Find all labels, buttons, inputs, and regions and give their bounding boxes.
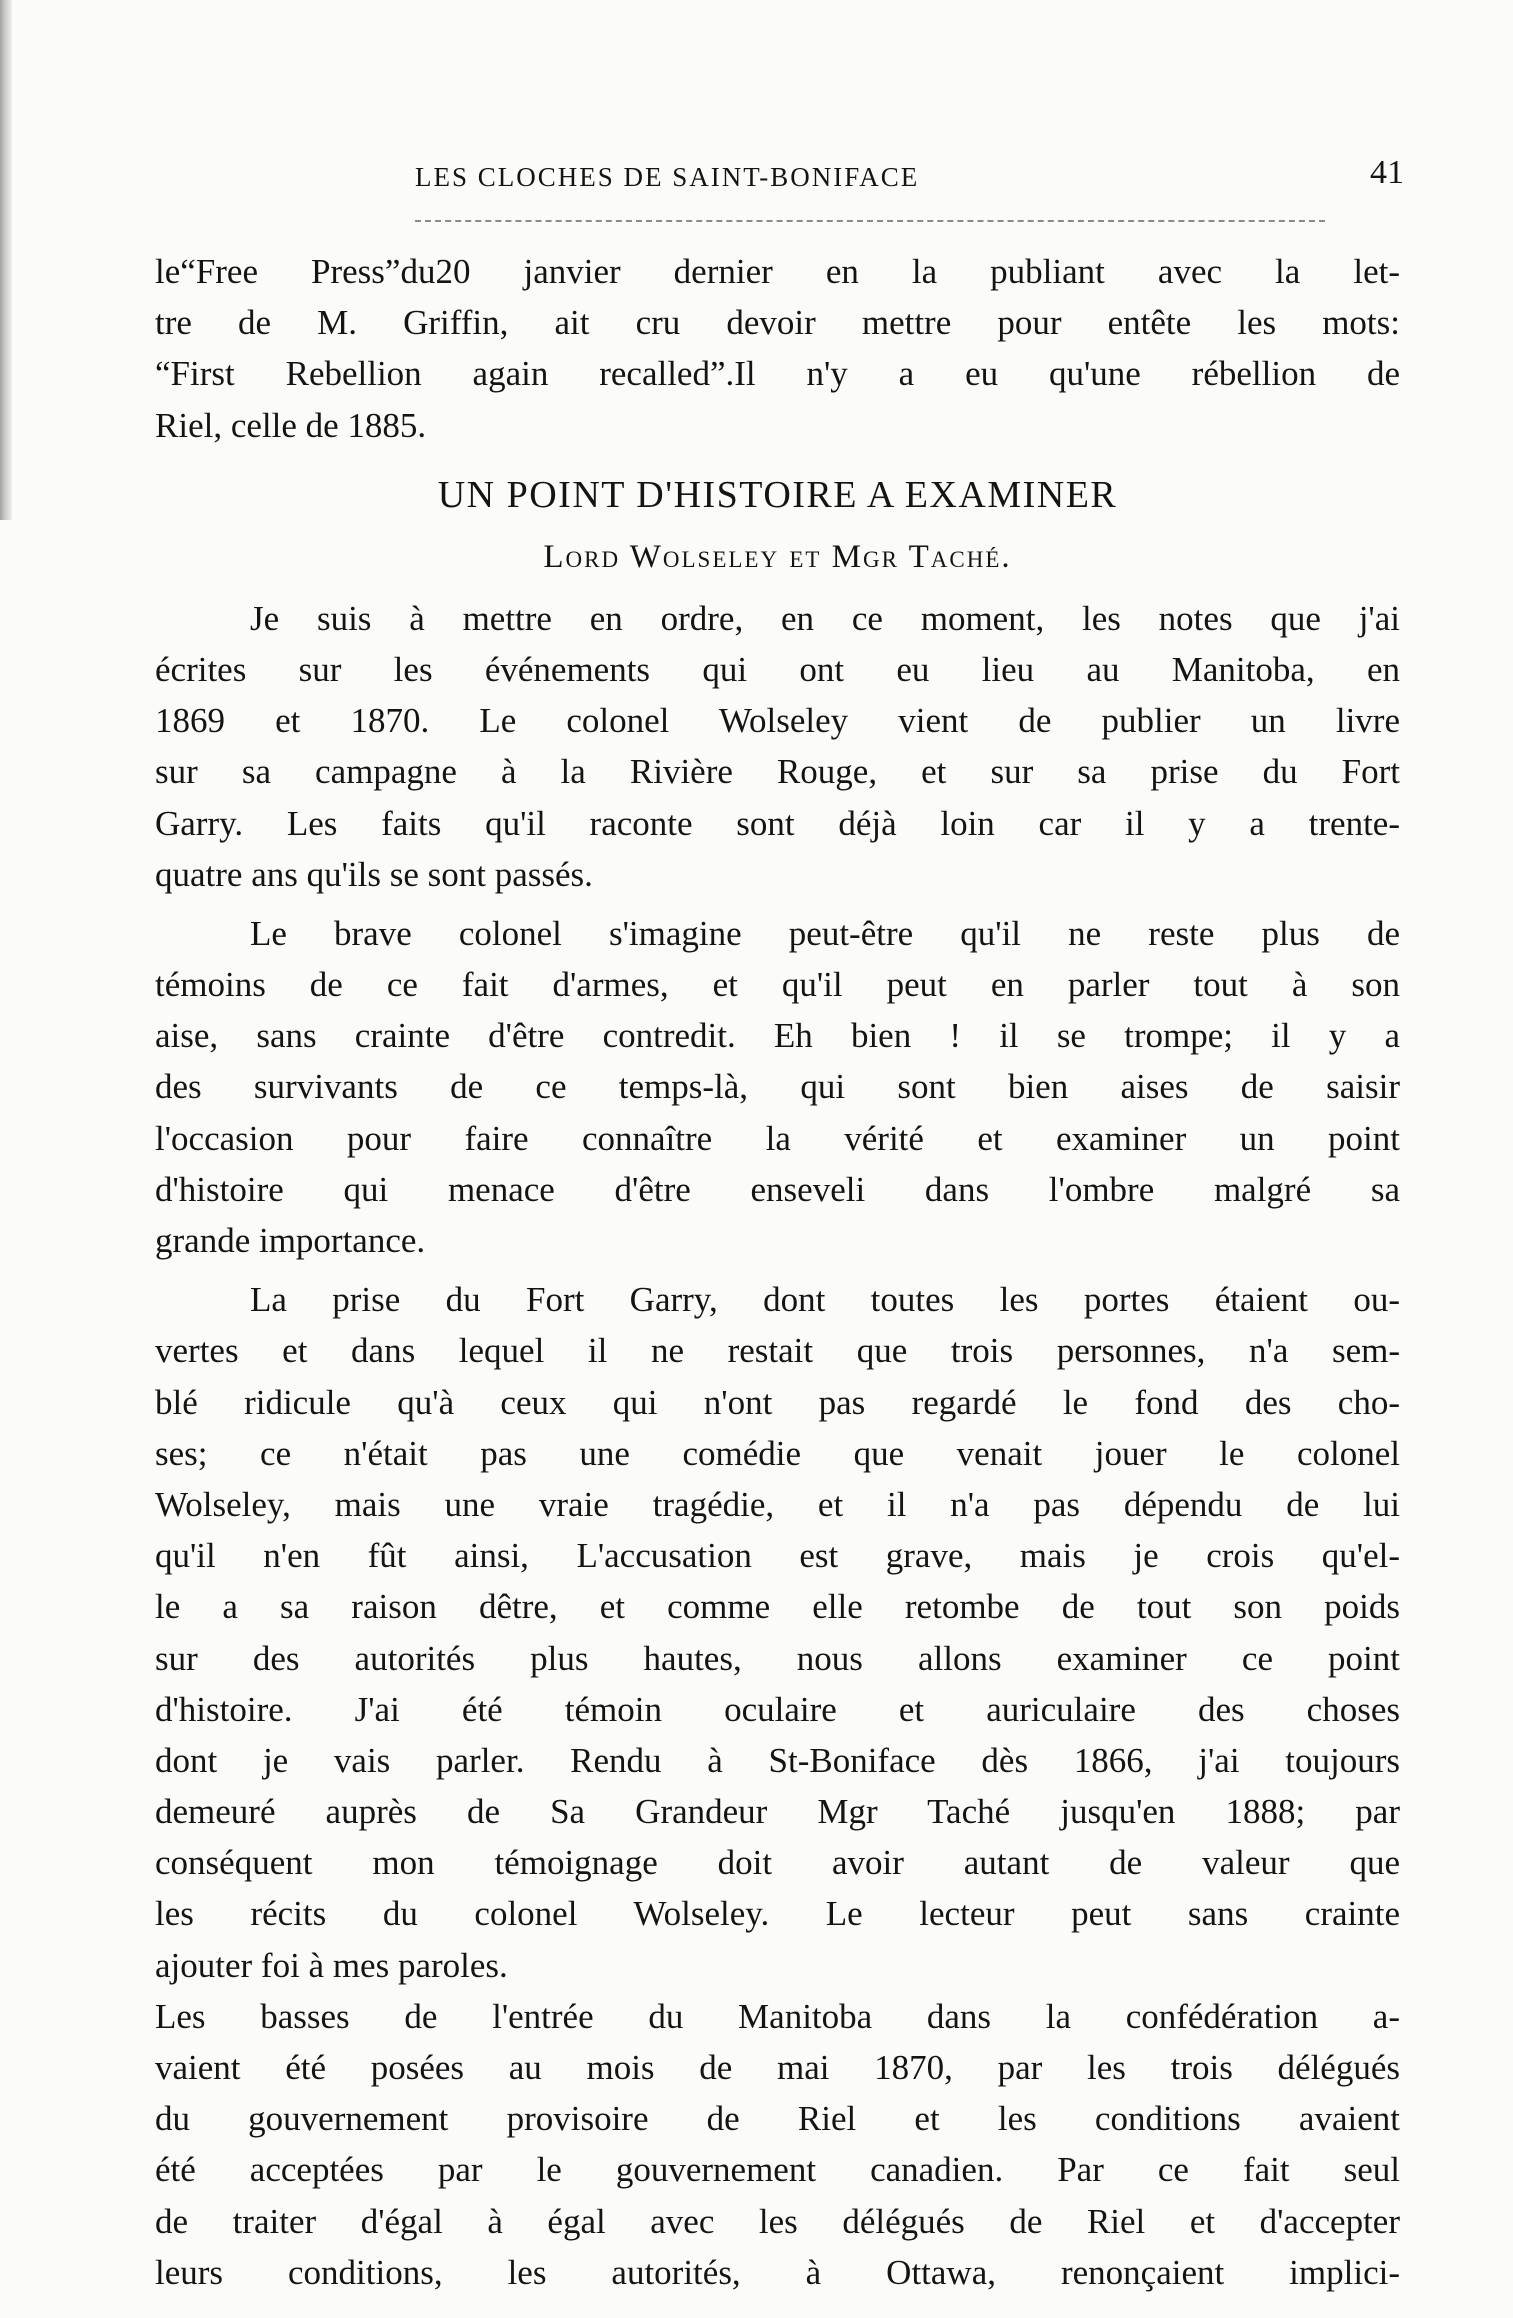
- text-line: quatre ans qu'ils se sont passés.: [155, 854, 593, 894]
- text-line: les récits du colonel Wolseley. Le lecteur peut sans crainte: [155, 1894, 1400, 1934]
- text-line: été acceptées par le gouvernement canadien. Par ce fait seul: [155, 2150, 1400, 2190]
- paragraph: [155, 1991, 1400, 2298]
- text-line: de traiter d'égal à égal avec les délégués de Riel et d'accepter: [155, 2201, 1400, 2241]
- text-line: sur des autorités plus hautes, nous allons examiner ce point: [155, 1638, 1400, 1678]
- text-line: vertes et dans lequel il ne restait que trois personnes, n'a sem-: [155, 1331, 1400, 1371]
- paragraph-continued: [155, 246, 1400, 451]
- page-number: 41: [1370, 154, 1404, 191]
- text-line: le a sa raison dêtre, et comme elle retombe de tout son poids: [155, 1587, 1400, 1627]
- text-line: “First Rebellion again recalled”.Il n'y a eu qu'une rébellion de: [155, 354, 1400, 394]
- text-line: Riel, celle de 1885.: [155, 405, 427, 445]
- text-line: des survivants de ce temps-là, qui sont bien aises de saisir: [155, 1067, 1400, 1107]
- text-line: conséquent mon témoignage doit avoir autant de valeur que: [155, 1843, 1400, 1883]
- paragraph: [155, 1274, 1400, 1991]
- header-rule: [415, 220, 1325, 222]
- text-line: sur sa campagne à la Rivière Rouge, et sur sa prise du Fort: [155, 752, 1400, 792]
- text-line: Les basses de l'entrée du Manitoba dans la confédération a-: [155, 1996, 1400, 2036]
- text-line: vaient été posées au mois de mai 1870, par les trois délégués: [155, 2048, 1400, 2087]
- text-line: Wolseley, mais une vraie tragédie, et il n'a pas dépendu de lui: [155, 1484, 1400, 1524]
- page-binding-shadow: [0, 0, 12, 520]
- text-line: qu'il n'en fût ainsi, L'accusation est grave, mais je crois qu'el-: [155, 1536, 1400, 1576]
- text-line: témoins de ce fait d'armes, et qu'il peut en parler tout à son: [155, 965, 1400, 1005]
- text-line: le“Free Press”du20 janvier dernier en la publiant avec la let-: [155, 252, 1400, 291]
- text-line: d'histoire. J'ai été témoin oculaire et auriculaire des choses: [155, 1689, 1400, 1729]
- text-line: d'histoire qui menace d'être enseveli dans l'ombre malgré sa: [155, 1169, 1400, 1209]
- paragraph: [155, 908, 1400, 1266]
- text-line: tre de M. Griffin, ait cru devoir mettre pour entête les mots:: [155, 303, 1400, 343]
- text-line: dont je vais parler. Rendu à St-Boniface dès 1866, j'ai toujours: [155, 1740, 1400, 1780]
- running-head: LES CLOCHES DE SAINT-BONIFACE: [415, 162, 920, 192]
- text-line: Je suis à mettre en ordre, en ce moment, les notes que j'ai: [250, 598, 1400, 638]
- text-line: aise, sans crainte d'être contredit. Eh bien ! il se trompe; il y a: [155, 1016, 1400, 1056]
- text-line: Le brave colonel s'imagine peut-être qu'il ne reste plus de: [250, 913, 1400, 953]
- text-line: grande importance.: [155, 1221, 426, 1260]
- body-text: [155, 246, 1400, 2298]
- text-line: ajouter foi à mes paroles.: [155, 1945, 508, 1985]
- section-subtitle: Lord Wolseley et Mgr Taché.: [543, 538, 1012, 575]
- text-line: écrites sur les événements qui ont eu lieu au Manitoba, en: [155, 649, 1400, 689]
- text-line: leurs conditions, les autorités, à Ottawa, renonçaient implici-: [155, 2252, 1400, 2292]
- text-line: l'occasion pour faire connaître la vérité et examiner un point: [155, 1118, 1400, 1158]
- text-line: ses; ce n'était pas une comédie que venait jouer le colonel: [155, 1433, 1400, 1473]
- text-line: blé ridicule qu'à ceux qui n'ont pas regardé le fond des cho-: [155, 1382, 1400, 1422]
- text-line: Garry. Les faits qu'il raconte sont déjà loin car il y a trente-: [155, 803, 1400, 843]
- paragraph: [155, 593, 1400, 900]
- text-line: du gouvernement provisoire de Riel et les conditions avaient: [155, 2099, 1400, 2139]
- text-line: 1869 et 1870. Le colonel Wolseley vient de publier un livre: [155, 701, 1400, 741]
- text-line: La prise du Fort Garry, dont toutes les portes étaient ou-: [250, 1280, 1400, 1320]
- section-title: UN POINT D'HISTOIRE A EXAMINER: [437, 473, 1118, 516]
- text-line: demeuré auprès de Sa Grandeur Mgr Taché jusqu'en 1888; par: [155, 1792, 1400, 1832]
